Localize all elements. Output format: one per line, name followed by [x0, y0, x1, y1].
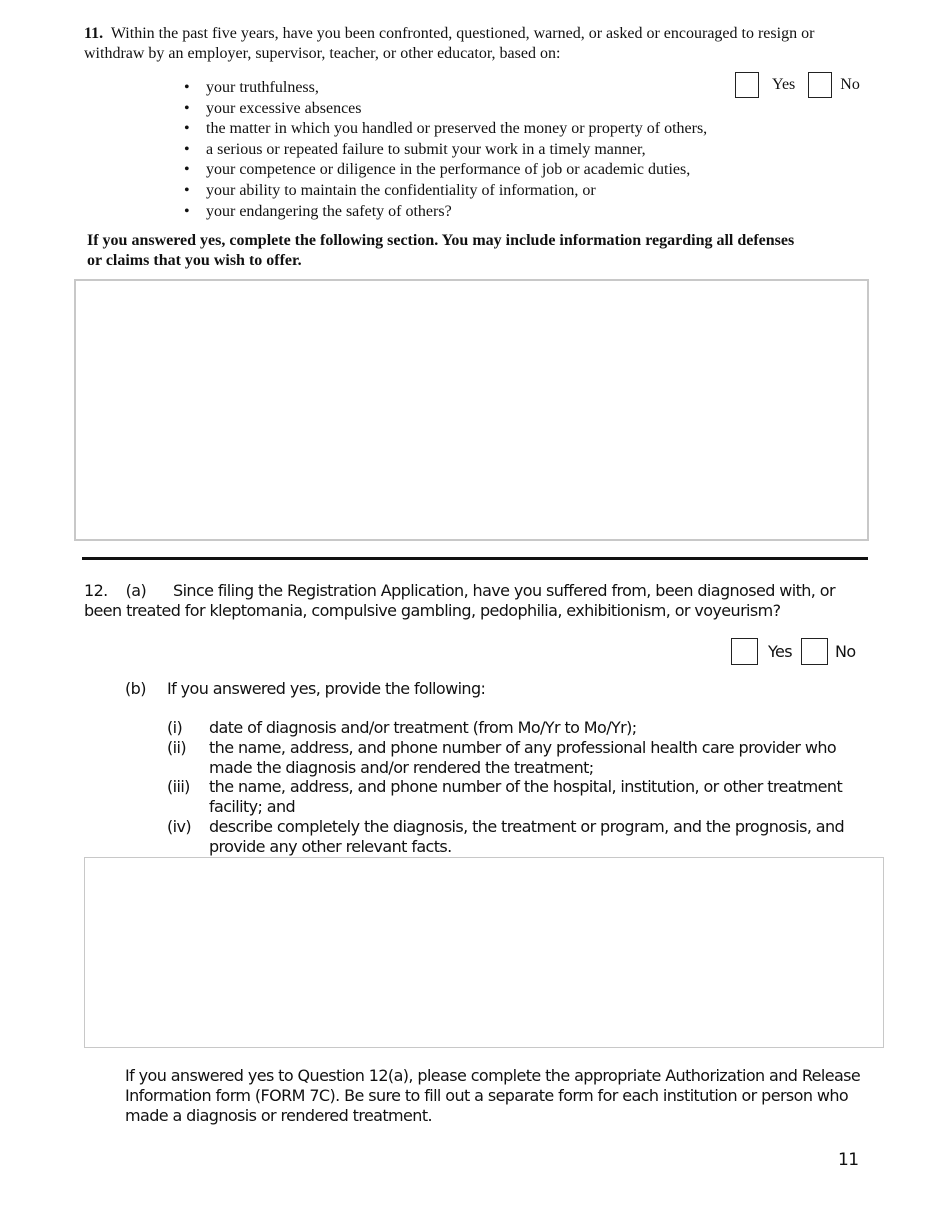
- q11-item-work-timeliness: • a serious or repeated failure to submit your work in a timely manner,: [184, 140, 707, 161]
- q12b-subitem: [167, 777, 877, 817]
- q12-no-label: No: [835, 642, 856, 661]
- q11-yes-checkbox[interactable]: [735, 72, 759, 98]
- q12-number: 12.: [84, 581, 108, 600]
- q12-yes-checkbox[interactable]: [731, 638, 758, 665]
- q12b-subitem: [167, 718, 877, 738]
- q12-no-checkbox[interactable]: [801, 638, 828, 665]
- q12b-subitem-list: [167, 718, 877, 857]
- q12b-marker: (b): [125, 679, 146, 698]
- q12b-subitem-text: the name, address, and phone number of any professional health care provider who made the diagnosis and/or rendered the treatment;: [209, 737, 837, 777]
- q12-yes-label: Yes: [768, 642, 793, 661]
- q12b-subitem-text: describe completely the diagnosis, the treatment or program, and the prognosis, and provide any other relevant facts.: [209, 816, 845, 856]
- q11-item-safety: • your endangering the safety of others?: [184, 202, 707, 223]
- q11-no-label: No: [840, 76, 860, 93]
- q11-yes-no-group: [735, 72, 860, 98]
- q11-item-money-property: • the matter in which you handled or preserved the money or property of others,: [184, 119, 707, 140]
- q12b-prompt: [125, 679, 485, 699]
- q11-item-absences: • your excessive absences: [184, 99, 707, 120]
- q12-form-7c-note: If you answered yes to Question 12(a), please complete the appropriate Authorization and Release Information form (FORM 7C). Be sure to fill out a separate form for each institution or person who made a diagnosis or rendered treatment.: [125, 1066, 861, 1125]
- page-number: 11: [838, 1150, 859, 1170]
- section-divider: [82, 557, 868, 560]
- q11-bullet-list: [184, 78, 707, 222]
- q12a-question: [84, 581, 874, 621]
- q12a-text: Since filing the Registration Application, have you suffered from, been diagnosed with, or been treated for kleptomania, compulsive gambling, pedophilia, exhibitionism, or voyeurism?: [84, 581, 835, 620]
- q12-answer-textbox[interactable]: [84, 857, 884, 1048]
- q11-instruction: If you answered yes, complete the following section. You may include information regarding all defenses or claims that you wish to offer.: [87, 232, 795, 269]
- q12-yes-no-group: [731, 638, 856, 665]
- q12b-text: If you answered yes, provide the following:: [167, 679, 486, 698]
- q12b-subitem: [167, 738, 877, 778]
- q11-question-text: Within the past five years, have you been confronted, questioned, warned, or asked or encouraged to resign or withdraw by an employer, supervisor, teacher, or other educator, based on:: [84, 25, 815, 62]
- q12b-subitem-marker: (ii): [167, 737, 186, 757]
- q11-item-truthfulness: • your truthfulness,: [184, 78, 707, 99]
- q12b-subitem-marker: (i): [167, 718, 183, 737]
- q12a-marker: (a): [125, 581, 147, 600]
- q11-item-confidentiality: • your ability to maintain the confidentiality of information, or: [184, 181, 707, 202]
- q11-item-competence: • your competence or diligence in the performance of job or academic duties,: [184, 160, 707, 181]
- q11-yes-label: Yes: [772, 76, 796, 93]
- q12b-subitem-marker: (iv): [167, 816, 191, 836]
- q11-question: [84, 24, 874, 64]
- q11-no-checkbox[interactable]: [808, 72, 832, 98]
- q12b-subitem-marker: (iii): [167, 777, 190, 797]
- q12b-subitem: [167, 817, 877, 857]
- q12b-subitem-text: the name, address, and phone number of the hospital, institution, or other treatment facility; and: [209, 777, 843, 817]
- q11-answer-textbox[interactable]: [74, 279, 869, 541]
- q11-number: 11.: [84, 25, 104, 42]
- q12b-subitem-text: date of diagnosis and/or treatment (from Mo/Yr to Mo/Yr);: [209, 718, 637, 737]
